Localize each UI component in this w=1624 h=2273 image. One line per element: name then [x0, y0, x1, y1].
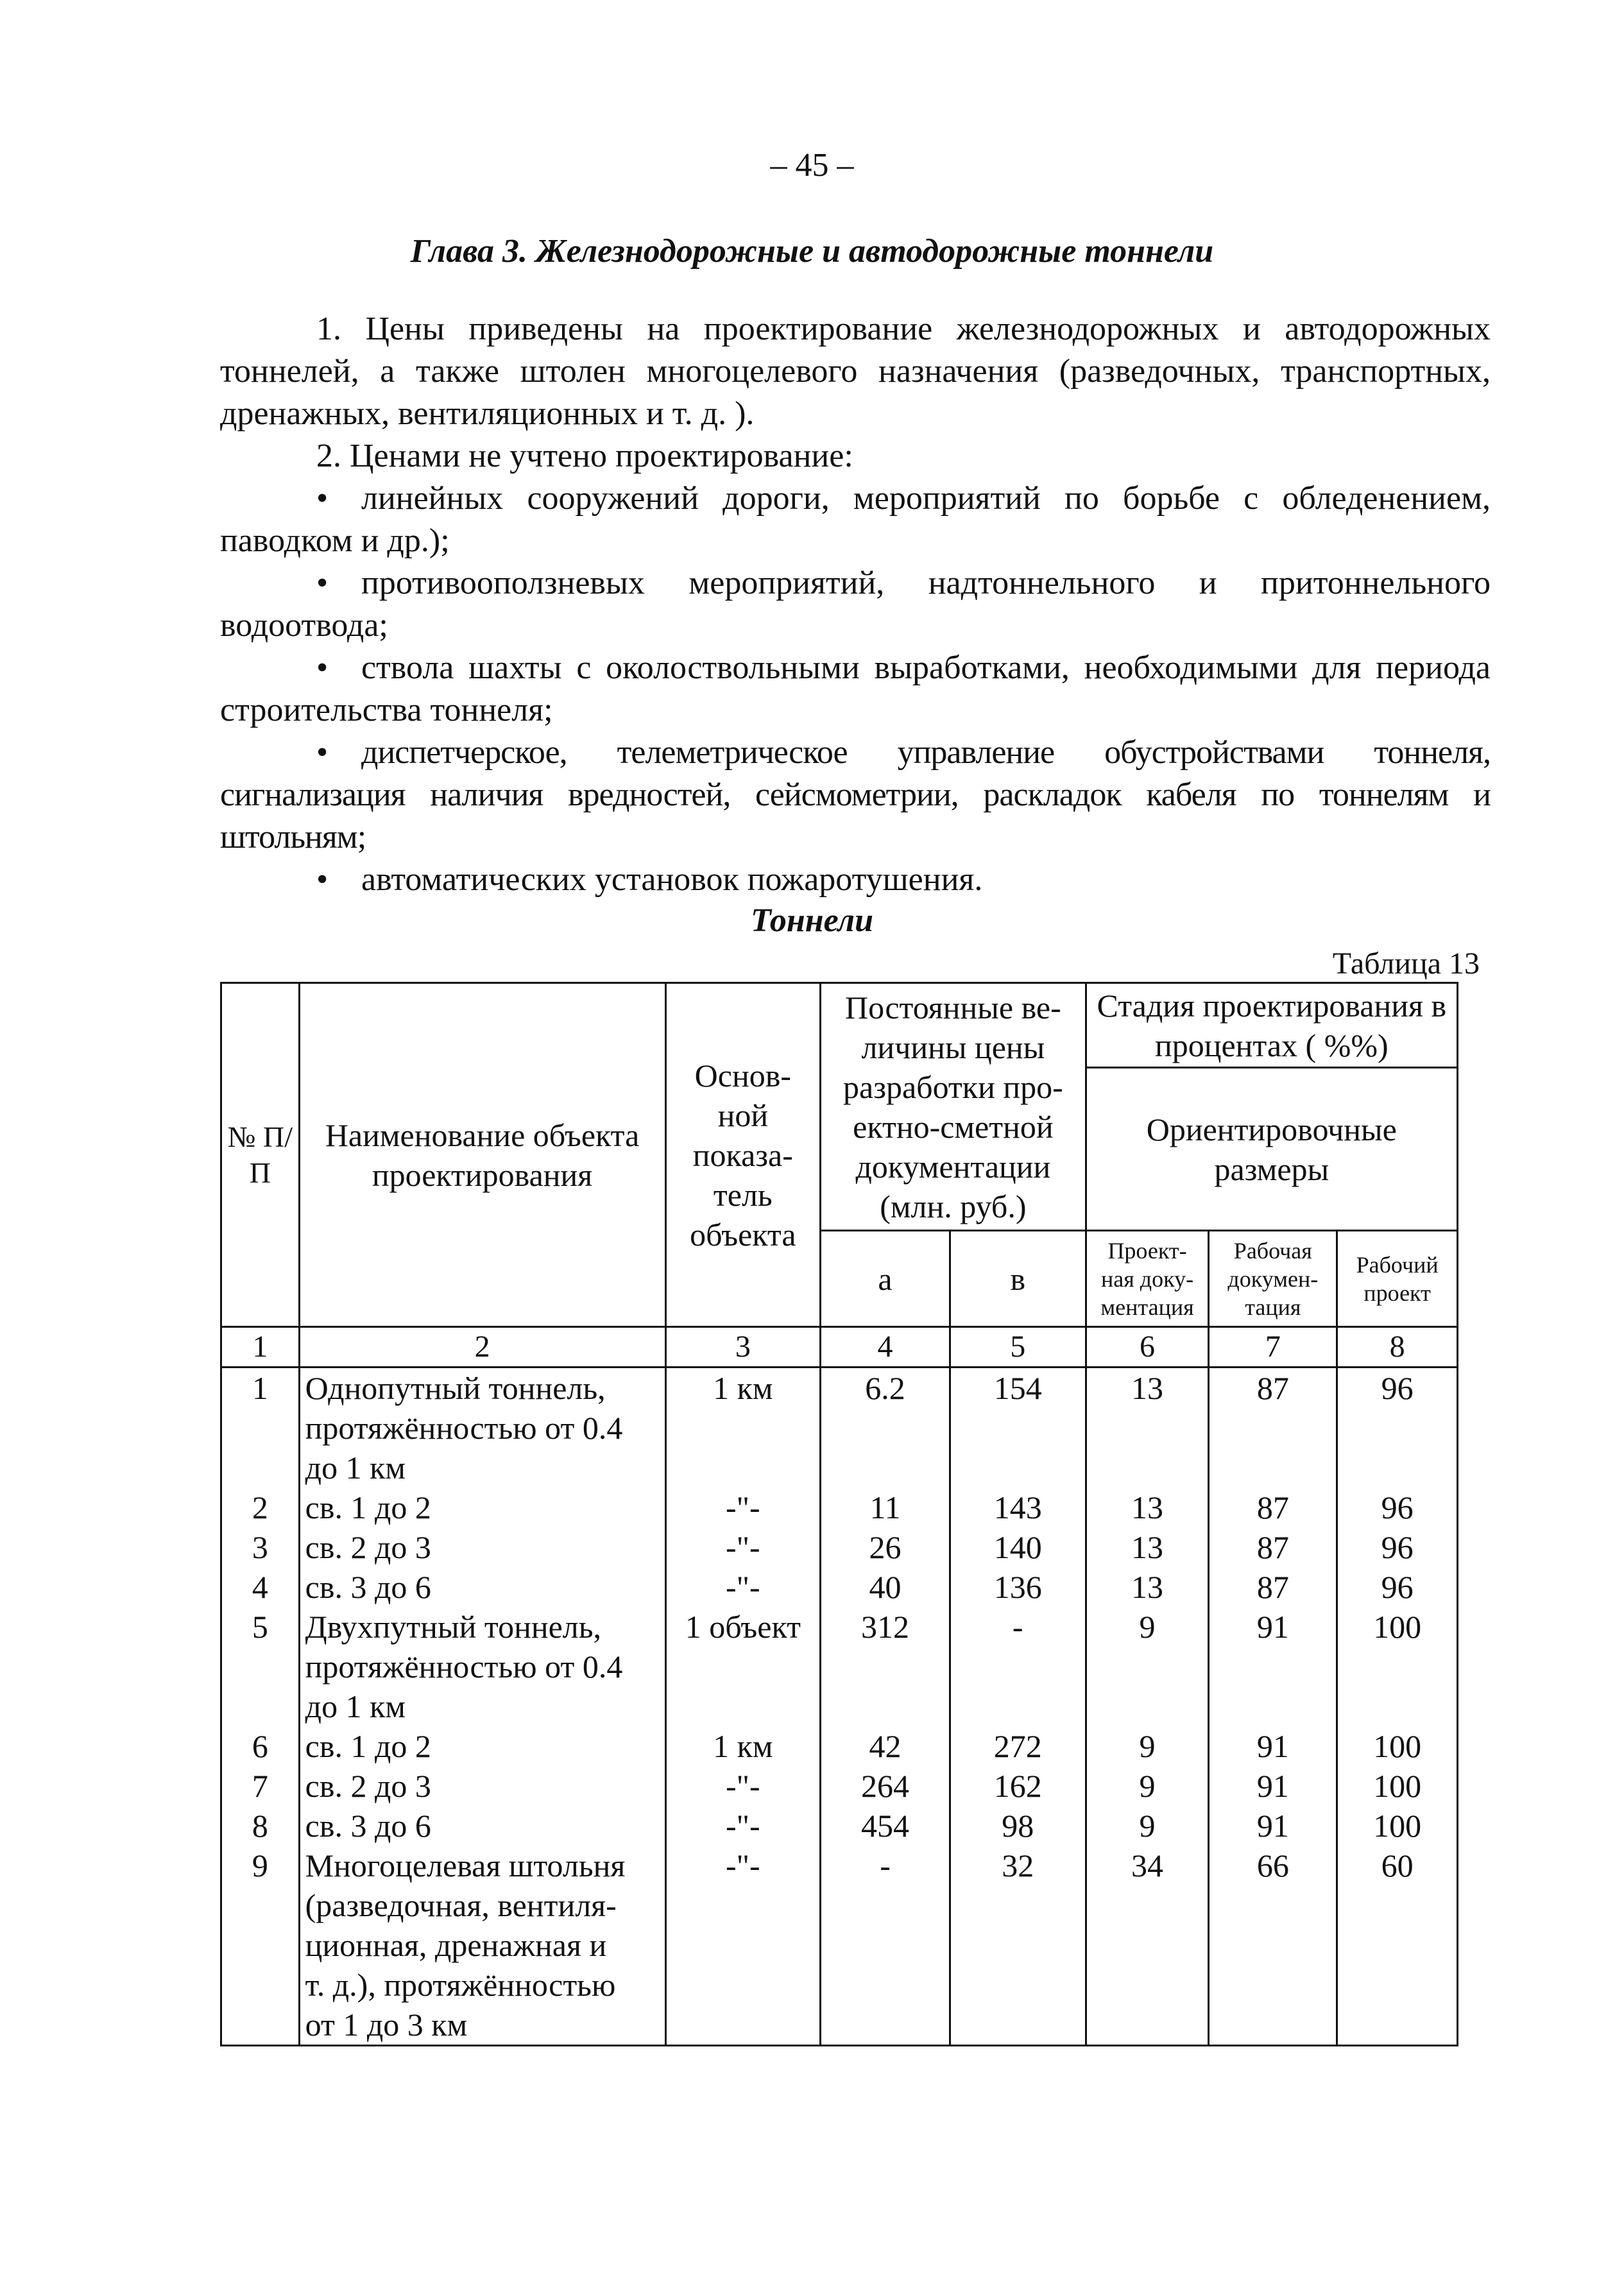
row-indicator: -"-	[665, 1806, 821, 1846]
header-stage: Стадия проектирования в процентах ( %%)	[1086, 983, 1457, 1068]
intro-paragraph-2: 2. Ценами не учтено проектирование:	[316, 438, 853, 474]
row-working-doc: 91	[1209, 1607, 1337, 1726]
row-name-line: до 1 км	[305, 1450, 406, 1486]
row-working-doc: 91	[1209, 1766, 1337, 1806]
header-name: Наименование объекта проектирования	[299, 983, 665, 1327]
row-value-a: 42	[821, 1726, 950, 1766]
row-working-project: 96	[1337, 1488, 1458, 1527]
row-name	[299, 1607, 665, 1726]
table-row	[221, 1368, 1458, 1488]
row-number: 2	[221, 1488, 300, 1527]
column-number: 4	[821, 1327, 950, 1368]
row-name-line: протяжённостью от 0.4	[305, 1649, 623, 1685]
bullet-text: диспетчерское, телеметрическое управление обустройствами тоннеля, сигнализация наличия вредностей, сейсмометрии, раскладок кабеля по тоннелям и штольням;	[220, 734, 1491, 855]
header-col6: Проект-ная доку-ментация	[1086, 1231, 1209, 1327]
table-body	[221, 1368, 1458, 2046]
table-row	[221, 1567, 1458, 1607]
row-name	[299, 1846, 665, 2046]
row-value-b: 140	[950, 1527, 1086, 1567]
bullet-text: противооползневых мероприятий, надтоннельного и притоннельного водоотвода;	[220, 565, 1491, 644]
table-row	[221, 1527, 1458, 1567]
table-row	[221, 1766, 1458, 1806]
row-working-project: 96	[1337, 1368, 1458, 1488]
row-value-a: 312	[821, 1607, 950, 1726]
row-working-doc: 87	[1209, 1488, 1337, 1527]
row-name	[299, 1368, 665, 1488]
column-number: 5	[950, 1327, 1086, 1368]
row-project-doc: 13	[1086, 1368, 1209, 1488]
header-constants: Постоянные ве-личины цены разработки про-ектно-сметной документации (млн. руб.)	[821, 983, 1086, 1231]
row-name-line: от 1 до 3 км	[305, 2007, 468, 2043]
row-value-b: 98	[950, 1806, 1086, 1846]
row-indicator: -"-	[665, 1488, 821, 1527]
row-working-project: 60	[1337, 1846, 1458, 2046]
row-working-project: 100	[1337, 1806, 1458, 1846]
table-row	[221, 1488, 1458, 1527]
row-value-b: 143	[950, 1488, 1086, 1527]
column-number: 2	[299, 1327, 665, 1368]
row-working-doc: 87	[1209, 1368, 1337, 1488]
row-name-line: до 1 км	[305, 1688, 406, 1724]
row-value-a: 6.2	[821, 1368, 950, 1488]
row-name-line: Двухпутный тоннель,	[305, 1609, 602, 1645]
row-name-line: св. 3 до 6	[305, 1808, 431, 1844]
row-working-doc: 91	[1209, 1806, 1337, 1846]
row-name-line: св. 2 до 3	[305, 1768, 431, 1804]
row-name	[299, 1766, 665, 1806]
column-number: 1	[221, 1327, 300, 1368]
header-a: а	[821, 1231, 950, 1327]
header-indicator: Основ-ной показа-тель объекта	[665, 983, 821, 1327]
row-name	[299, 1806, 665, 1846]
row-number: 5	[221, 1607, 300, 1726]
row-name-line: Многоцелевая штольня	[305, 1848, 626, 1883]
column-number: 7	[1209, 1327, 1337, 1368]
intro-paragraph-1: 1. Цены приведены на проектирование железнодорожных и автодорожных тоннелей, а также штолен многоцелевого назначения (разведочных, транспортных, дренажных, вентиляционных и т. д. ).	[220, 311, 1491, 432]
table-row	[221, 1806, 1458, 1846]
row-project-doc: 13	[1086, 1567, 1209, 1607]
row-value-b: -	[950, 1607, 1086, 1726]
column-number: 3	[665, 1327, 821, 1368]
bullet-icon: •	[316, 649, 329, 686]
bullet-item	[220, 647, 1491, 732]
row-name	[299, 1527, 665, 1567]
column-number: 8	[1337, 1327, 1458, 1368]
row-working-doc: 91	[1209, 1726, 1337, 1766]
row-working-project: 100	[1337, 1766, 1458, 1806]
row-name	[299, 1488, 665, 1527]
row-indicator: -"-	[665, 1846, 821, 2046]
header-col7: Рабочая докумен-тация	[1209, 1231, 1337, 1327]
row-project-doc: 9	[1086, 1766, 1209, 1806]
row-indicator: 1 объект	[665, 1607, 821, 1726]
bullet-item	[220, 477, 1491, 562]
row-name	[299, 1726, 665, 1766]
row-working-project: 96	[1337, 1567, 1458, 1607]
row-indicator: 1 км	[665, 1368, 821, 1488]
row-value-b: 32	[950, 1846, 1086, 2046]
header-col8: Рабочий проект	[1337, 1231, 1458, 1327]
row-project-doc: 13	[1086, 1527, 1209, 1567]
row-working-project: 100	[1337, 1607, 1458, 1726]
row-working-doc: 87	[1209, 1527, 1337, 1567]
bullet-item	[220, 859, 1491, 901]
column-number: 6	[1086, 1327, 1209, 1368]
row-number: 4	[221, 1567, 300, 1607]
row-name-line: протяжённостью от 0.4	[305, 1410, 623, 1446]
row-number: 7	[221, 1766, 300, 1806]
row-name-line: св. 3 до 6	[305, 1569, 431, 1605]
row-working-project: 100	[1337, 1726, 1458, 1766]
header-approx: Ориентировочные размеры	[1086, 1068, 1457, 1231]
bullet-icon: •	[316, 861, 329, 898]
row-name-line: св. 1 до 2	[305, 1728, 431, 1764]
bullet-text: автоматических установок пожаротушения.	[361, 861, 983, 898]
row-project-doc: 13	[1086, 1488, 1209, 1527]
table-row	[221, 1846, 1458, 2046]
row-indicator: -"-	[665, 1527, 821, 1567]
bullet-icon: •	[316, 565, 329, 601]
row-value-b: 272	[950, 1726, 1086, 1766]
row-number: 8	[221, 1806, 300, 1846]
row-name-line: ционная, дренажная и	[305, 1927, 607, 1963]
bullet-item	[220, 732, 1491, 859]
row-value-a: 264	[821, 1766, 950, 1806]
row-value-b: 136	[950, 1567, 1086, 1607]
row-working-project: 96	[1337, 1527, 1458, 1567]
row-project-doc: 34	[1086, 1846, 1209, 2046]
table-row	[221, 1726, 1458, 1766]
table-caption: Тоннели	[750, 902, 873, 939]
column-number-row	[221, 1327, 1458, 1368]
row-name-line: св. 2 до 3	[305, 1529, 431, 1565]
row-value-a: -	[821, 1846, 950, 2046]
row-number: 3	[221, 1527, 300, 1567]
row-name-line: т. д.), протяжённостью	[305, 1967, 616, 2003]
row-indicator: -"-	[665, 1766, 821, 1806]
row-name	[299, 1567, 665, 1607]
tunnels-table	[220, 982, 1458, 2046]
row-name-line: Однопутный тоннель,	[305, 1370, 606, 1406]
row-name-line: св. 1 до 2	[305, 1489, 431, 1525]
bullet-text: линейных сооружений дороги, мероприятий по борьбе с обледенением, паводком и др.);	[220, 480, 1491, 559]
header-b: в	[950, 1231, 1086, 1327]
table-row	[221, 1607, 1458, 1726]
row-indicator: 1 км	[665, 1726, 821, 1766]
row-indicator: -"-	[665, 1567, 821, 1607]
header-num: № П/П	[221, 983, 300, 1327]
bullet-icon: •	[316, 734, 328, 771]
chapter-title: Глава 3. Железнодорожные и автодорожные тоннели	[410, 233, 1214, 270]
bullet-item	[220, 562, 1491, 647]
row-value-a: 454	[821, 1806, 950, 1846]
row-value-b: 154	[950, 1368, 1086, 1488]
bullet-icon: •	[316, 480, 329, 517]
row-number: 1	[221, 1368, 300, 1488]
page-number: – 45 –	[770, 147, 854, 184]
row-project-doc: 9	[1086, 1726, 1209, 1766]
row-project-doc: 9	[1086, 1607, 1209, 1726]
row-value-a: 26	[821, 1527, 950, 1567]
row-number: 6	[221, 1726, 300, 1766]
row-value-a: 40	[821, 1567, 950, 1607]
row-working-doc: 66	[1209, 1846, 1337, 2046]
row-name-line: (разведочная, вентиля-	[305, 1887, 617, 1923]
row-value-b: 162	[950, 1766, 1086, 1806]
row-value-a: 11	[821, 1488, 950, 1527]
bullet-text: ствола шахты с околоствольными выработками, необходимыми для периода строительства тоннеля;	[220, 649, 1491, 728]
row-project-doc: 9	[1086, 1806, 1209, 1846]
row-number: 9	[221, 1846, 300, 2046]
intro-text	[220, 308, 1491, 901]
row-working-doc: 87	[1209, 1567, 1337, 1607]
table-number: Таблица 13	[1332, 947, 1480, 981]
